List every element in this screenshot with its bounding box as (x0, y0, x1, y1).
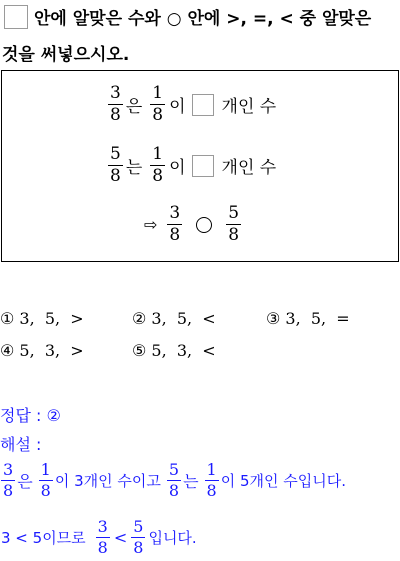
right-arrow-icon: ⇨ (144, 215, 158, 234)
compare-circle-icon[interactable] (196, 217, 212, 233)
unit-fraction: $\frac{1}{8}$ (152, 144, 164, 186)
answer-box-icon (4, 5, 28, 29)
row-tail: 개인 수 (221, 97, 277, 117)
choice-5[interactable]: ⑤ 5, 3, < (132, 341, 216, 360)
problem-box (1, 70, 399, 262)
choice-4[interactable]: ④ 5, 3, > (0, 341, 84, 360)
fraction: $\frac{3}{8}$ (110, 83, 121, 125)
question-text-2: 것을 써넣으시오. (2, 45, 130, 65)
problem-row-3 (144, 205, 241, 244)
answer-label: 정답 : ② (0, 406, 61, 425)
explanation-line-2 (1, 519, 197, 556)
fraction: $\frac{1}{8}$ (206, 460, 217, 500)
fraction: $\frac{5}{8}$ (168, 460, 180, 500)
right-fraction: $\frac{5}{8}$ (228, 203, 240, 245)
question-text-1: 안에 알맞은 수와 ○ 안에 >, =, < 중 알맞은 (34, 9, 372, 29)
fraction: $\frac{5}{8}$ (133, 517, 144, 557)
text: 이 3개인 수이고 (54, 472, 161, 490)
text: 은 (17, 472, 33, 491)
less-than: < (113, 528, 128, 547)
particle: 은 (125, 97, 143, 117)
text: 입니다. (148, 529, 197, 547)
text: 3 < 5이므로 (1, 529, 86, 547)
explanation-line-1 (1, 462, 346, 499)
question-line-1 (4, 4, 371, 29)
blank-input-box[interactable] (192, 94, 214, 116)
particle: 이 (169, 97, 186, 117)
explanation-label: 해설 : (0, 435, 42, 454)
left-fraction: $\frac{3}{8}$ (169, 203, 181, 245)
text: 이 5개인 수입니다. (220, 472, 346, 490)
row-tail: 개인 수 (221, 158, 277, 178)
fraction: $\frac{1}{8}$ (40, 460, 51, 500)
fraction: $\frac{5}{8}$ (110, 144, 121, 186)
blank-input-box[interactable] (192, 155, 214, 177)
problem-row-2 (108, 146, 276, 185)
fraction: $\frac{3}{8}$ (97, 517, 108, 557)
problem-row-1 (108, 85, 276, 124)
particle: 는 (125, 158, 143, 178)
unit-fraction: $\frac{1}{8}$ (152, 83, 164, 125)
fraction: $\frac{3}{8}$ (3, 460, 14, 500)
choice-3[interactable]: ③ 3, 5, = (266, 309, 350, 328)
particle: 이 (169, 158, 186, 178)
choice-2[interactable]: ② 3, 5, < (132, 309, 216, 328)
choice-1[interactable]: ① 3, 5, > (0, 309, 84, 328)
text: 는 (183, 472, 199, 491)
